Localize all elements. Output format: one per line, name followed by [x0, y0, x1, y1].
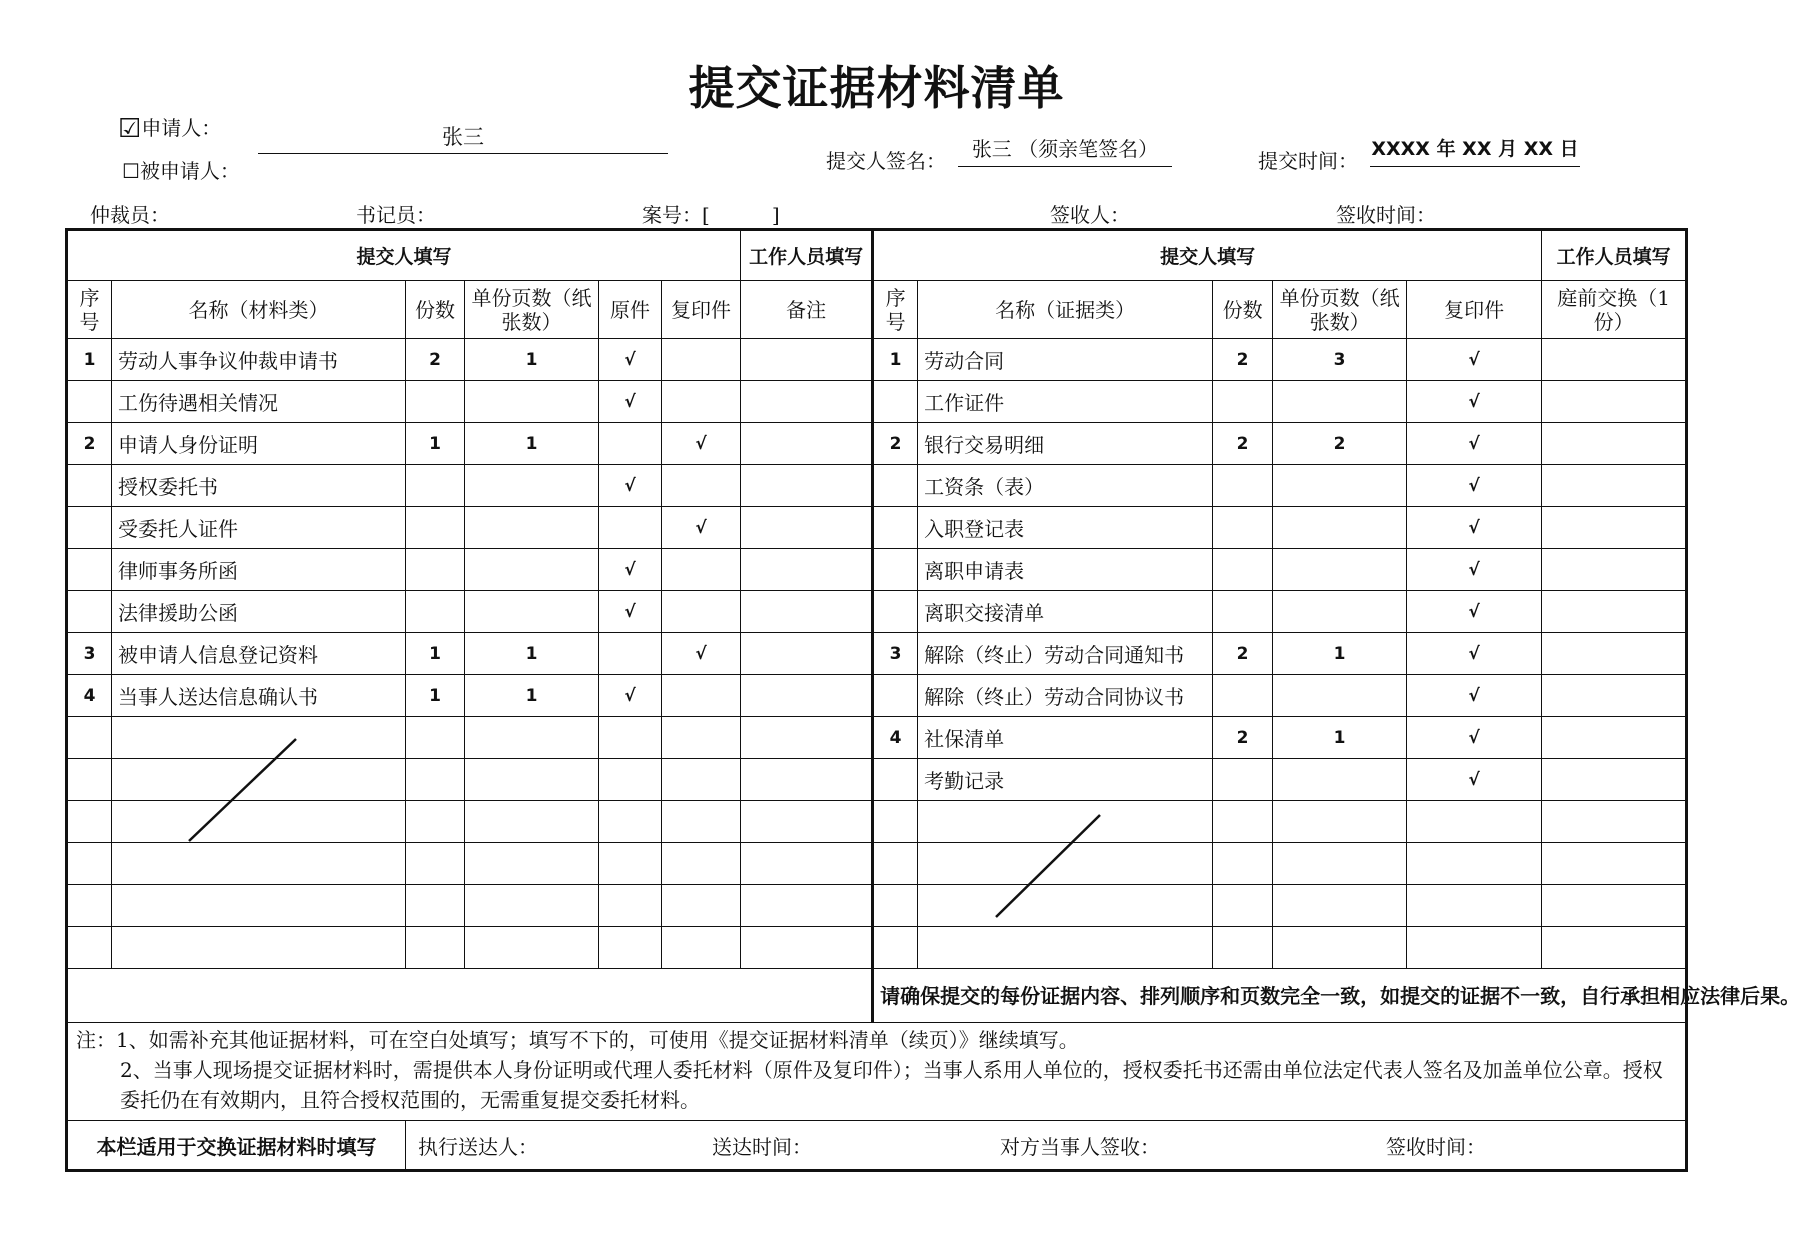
material-name[interactable]: 授权委托书	[112, 465, 406, 507]
material-original-check[interactable]: √	[599, 381, 662, 423]
material-seq	[67, 465, 112, 507]
material-copies[interactable]: 1	[406, 675, 465, 717]
notes-row	[67, 1023, 1687, 1121]
right-submitter-header: 提交人填写	[873, 230, 1542, 281]
material-pages[interactable]	[465, 507, 599, 549]
table-row	[67, 801, 1687, 843]
material-original-check[interactable]: √	[599, 675, 662, 717]
material-remark[interactable]	[741, 381, 873, 423]
evidence-name[interactable]: 社保清单	[918, 717, 1213, 759]
material-copies[interactable]	[406, 381, 465, 423]
material-seq	[67, 927, 112, 969]
party-name-field[interactable]: 张三	[442, 125, 484, 149]
evidence-name[interactable]	[918, 801, 1213, 843]
material-seq: 1	[67, 339, 112, 381]
arbitrator-label: 仲裁员：	[90, 203, 170, 227]
submit-time-underline	[1370, 166, 1580, 167]
material-copies[interactable]	[406, 507, 465, 549]
evidence-pages[interactable]	[1273, 381, 1407, 423]
evidence-name[interactable]: 银行交易明细	[918, 423, 1213, 465]
material-copy-check[interactable]	[662, 759, 741, 801]
table-row	[67, 507, 1687, 549]
warning-text: 请确保提交的每份证据内容、排列顺序和页数完全一致，如提交的证据不一致，自行承担相应法律后果。	[873, 969, 1687, 1023]
evidence-pages[interactable]: 3	[1273, 339, 1407, 381]
table-row	[67, 591, 1687, 633]
material-copy-check[interactable]	[662, 927, 741, 969]
material-name[interactable]: 当事人送达信息确认书	[112, 675, 406, 717]
evidence-copy-check[interactable]	[1407, 927, 1542, 969]
material-copies[interactable]	[406, 465, 465, 507]
evidence-copies[interactable]	[1213, 507, 1273, 549]
material-original-check[interactable]: √	[599, 465, 662, 507]
col-seq-right: 序号	[873, 281, 918, 339]
col-copies: 份数	[406, 281, 465, 339]
material-remark[interactable]	[741, 675, 873, 717]
material-copies[interactable]: 1	[406, 633, 465, 675]
col-copies-right: 份数	[1213, 281, 1273, 339]
material-pages[interactable]: 1	[465, 675, 599, 717]
evidence-seq	[873, 885, 918, 927]
evidence-copies[interactable]	[1213, 381, 1273, 423]
evidence-exchange[interactable]	[1542, 885, 1687, 927]
evidence-exchange[interactable]	[1542, 507, 1687, 549]
evidence-seq	[873, 549, 918, 591]
evidence-copies[interactable]	[1213, 675, 1273, 717]
table-row	[67, 633, 1687, 675]
table-row	[67, 927, 1687, 969]
evidence-copy-check[interactable]	[1407, 885, 1542, 927]
evidence-seq	[873, 465, 918, 507]
evidence-seq	[873, 675, 918, 717]
table-row	[67, 717, 1687, 759]
evidence-copies[interactable]: 2	[1213, 423, 1273, 465]
material-seq	[67, 591, 112, 633]
evidence-pages[interactable]	[1273, 759, 1407, 801]
evidence-exchange[interactable]	[1542, 675, 1687, 717]
evidence-name[interactable]	[918, 843, 1213, 885]
material-seq	[67, 549, 112, 591]
evidence-name[interactable]	[918, 927, 1213, 969]
evidence-exchange[interactable]	[1542, 633, 1687, 675]
material-original-check[interactable]	[599, 423, 662, 465]
evidence-copies[interactable]: 2	[1213, 339, 1273, 381]
material-seq: 2	[67, 423, 112, 465]
material-remark[interactable]	[741, 843, 873, 885]
evidence-seq	[873, 507, 918, 549]
unchecked-checkbox-icon[interactable]: ☐	[122, 159, 140, 183]
evidence-copy-check[interactable]: √	[1407, 423, 1542, 465]
material-copy-check[interactable]: √	[662, 507, 741, 549]
material-copy-check[interactable]	[662, 549, 741, 591]
material-remark[interactable]	[741, 759, 873, 801]
evidence-exchange[interactable]	[1542, 843, 1687, 885]
evidence-pages[interactable]	[1273, 801, 1407, 843]
evidence-copies[interactable]	[1213, 465, 1273, 507]
material-pages[interactable]	[465, 843, 599, 885]
material-pages[interactable]	[465, 801, 599, 843]
material-name[interactable]	[112, 885, 406, 927]
evidence-pages[interactable]: 1	[1273, 717, 1407, 759]
signer-underline	[958, 166, 1172, 167]
col-exchange: 庭前交换（1 份）	[1542, 281, 1687, 339]
material-pages[interactable]	[465, 885, 599, 927]
material-seq	[67, 801, 112, 843]
evidence-seq	[873, 381, 918, 423]
material-seq: 3	[67, 633, 112, 675]
evidence-name[interactable]: 解除（终止）劳动合同协议书	[918, 675, 1213, 717]
material-name[interactable]: 受委托人证件	[112, 507, 406, 549]
evidence-pages[interactable]	[1273, 549, 1407, 591]
material-seq	[67, 381, 112, 423]
applicant-option[interactable]	[118, 112, 221, 142]
material-copies[interactable]: 2	[406, 339, 465, 381]
col-name-right: 名称（证据类）	[918, 281, 1213, 339]
evidence-name[interactable]	[918, 885, 1213, 927]
evidence-exchange[interactable]	[1542, 549, 1687, 591]
evidence-name[interactable]: 劳动合同	[918, 339, 1213, 381]
material-remark[interactable]	[741, 885, 873, 927]
evidence-name[interactable]: 入职登记表	[918, 507, 1213, 549]
material-copy-check[interactable]	[662, 885, 741, 927]
material-name[interactable]: 申请人身份证明	[112, 423, 406, 465]
evidence-list-table	[65, 228, 1800, 1172]
material-seq: 4	[67, 675, 112, 717]
note-1: 注：1、如需补充其他证据材料，可在空白处填写；填写不下的，可使用《提交证据材料清单（续页）》继续填写。	[76, 1028, 1079, 1052]
evidence-copies[interactable]	[1213, 591, 1273, 633]
material-pages[interactable]	[465, 381, 599, 423]
evidence-name[interactable]: 工资条（表）	[918, 465, 1213, 507]
material-original-check[interactable]	[599, 927, 662, 969]
evidence-seq	[873, 591, 918, 633]
material-copies[interactable]	[406, 885, 465, 927]
evidence-copy-check[interactable]: √	[1407, 549, 1542, 591]
col-copy-right: 复印件	[1407, 281, 1542, 339]
evidence-copy-check[interactable]: √	[1407, 633, 1542, 675]
material-seq	[67, 843, 112, 885]
exchange-footer-row	[67, 1121, 1687, 1171]
material-copy-check[interactable]	[662, 381, 741, 423]
evidence-pages[interactable]	[1273, 843, 1407, 885]
material-pages[interactable]: 1	[465, 423, 599, 465]
warning-row	[67, 969, 1687, 1023]
evidence-copy-check[interactable]: √	[1407, 759, 1542, 801]
col-original: 原件	[599, 281, 662, 339]
table-row	[67, 885, 1687, 927]
evidence-exchange[interactable]	[1542, 465, 1687, 507]
page-title: 提交证据材料清单	[688, 61, 1065, 115]
evidence-pages[interactable]	[1273, 591, 1407, 633]
table-row	[67, 381, 1687, 423]
counterparty-label: 对方当事人签收：	[1000, 1134, 1160, 1159]
case-number-field[interactable]	[642, 199, 780, 228]
section-header-row	[67, 230, 1687, 281]
evidence-copies[interactable]	[1213, 549, 1273, 591]
material-original-check[interactable]	[599, 843, 662, 885]
executor-label: 执行送达人：	[418, 1134, 538, 1159]
evidence-copies[interactable]: 2	[1213, 717, 1273, 759]
material-original-check[interactable]: √	[599, 339, 662, 381]
evidence-copies[interactable]	[1213, 927, 1273, 969]
evidence-copies[interactable]	[1213, 843, 1273, 885]
signer-label: 提交人签名：	[826, 149, 946, 173]
material-remark[interactable]	[741, 717, 873, 759]
material-pages[interactable]	[465, 465, 599, 507]
col-remark: 备注	[741, 281, 873, 339]
submit-time-field[interactable]: XXXX 年 XX 月 XX 日	[1371, 138, 1579, 160]
col-pages-right: 单份页数（纸张数）	[1273, 281, 1407, 339]
delivery-time-label: 送达时间：	[712, 1134, 812, 1159]
col-copy: 复印件	[662, 281, 741, 339]
right-staff-header: 工作人员填写	[1542, 230, 1687, 281]
material-copies[interactable]	[406, 843, 465, 885]
material-copy-check[interactable]: √	[662, 633, 741, 675]
material-remark[interactable]	[741, 549, 873, 591]
evidence-seq	[873, 759, 918, 801]
evidence-exchange[interactable]	[1542, 591, 1687, 633]
evidence-copies[interactable]	[1213, 759, 1273, 801]
evidence-exchange[interactable]	[1542, 927, 1687, 969]
material-name[interactable]: 法律援助公函	[112, 591, 406, 633]
evidence-copy-check[interactable]: √	[1407, 717, 1542, 759]
material-copy-check[interactable]: √	[662, 423, 741, 465]
material-name[interactable]	[112, 927, 406, 969]
material-pages[interactable]	[465, 759, 599, 801]
material-remark[interactable]	[741, 465, 873, 507]
material-pages[interactable]	[465, 591, 599, 633]
evidence-seq: 3	[873, 633, 918, 675]
material-copies[interactable]	[406, 927, 465, 969]
material-seq	[67, 717, 112, 759]
evidence-exchange[interactable]	[1542, 717, 1687, 759]
evidence-exchange[interactable]	[1542, 801, 1687, 843]
material-remark[interactable]	[741, 633, 873, 675]
evidence-copy-check[interactable]: √	[1407, 591, 1542, 633]
left-staff-header: 工作人员填写	[741, 230, 873, 281]
material-seq	[67, 759, 112, 801]
case-number-bracket: ]	[771, 203, 780, 227]
evidence-copy-check[interactable]: √	[1407, 507, 1542, 549]
material-seq	[67, 507, 112, 549]
receiver-label: 签收人：	[1050, 203, 1130, 227]
evidence-pages[interactable]	[1273, 507, 1407, 549]
notes-cell	[67, 1023, 1687, 1121]
col-pages: 单份页数（纸张数）	[465, 281, 599, 339]
material-name[interactable]: 被申请人信息登记资料	[112, 633, 406, 675]
material-original-check[interactable]	[599, 759, 662, 801]
evidence-exchange[interactable]	[1542, 339, 1687, 381]
table-row	[67, 339, 1687, 381]
receive-time-footer-label: 签收时间：	[1386, 1134, 1486, 1159]
material-original-check[interactable]	[599, 507, 662, 549]
note-2: 2、当事人现场提交证据材料时，需提供本人身份证明或代理人委托材料（原件及复印件）；当事人系用人单位的，授权委托书还需由单位法定代表人签名及加盖单位公章。授权委托仍在有效期内，且符合授权范围的，无需重复提交委托材料。	[120, 1058, 1663, 1112]
table-row	[67, 423, 1687, 465]
evidence-name[interactable]: 离职交接清单	[918, 591, 1213, 633]
material-name[interactable]: 工伤待遇相关情况	[112, 381, 406, 423]
material-name[interactable]: 劳动人事争议仲裁申请书	[112, 339, 406, 381]
evidence-copies[interactable]	[1213, 801, 1273, 843]
material-pages[interactable]: 1	[465, 339, 599, 381]
material-name[interactable]	[112, 801, 406, 843]
material-copies[interactable]	[406, 759, 465, 801]
evidence-copies[interactable]: 2	[1213, 633, 1273, 675]
material-copies[interactable]: 1	[406, 423, 465, 465]
material-remark[interactable]	[741, 423, 873, 465]
evidence-pages[interactable]: 1	[1273, 633, 1407, 675]
evidence-exchange[interactable]	[1542, 759, 1687, 801]
material-copy-check[interactable]	[662, 591, 741, 633]
evidence-exchange[interactable]	[1542, 423, 1687, 465]
material-copies[interactable]	[406, 801, 465, 843]
col-seq: 序号	[67, 281, 112, 339]
evidence-copy-check[interactable]: √	[1407, 339, 1542, 381]
evidence-copy-check[interactable]	[1407, 801, 1542, 843]
evidence-name[interactable]: 离职申请表	[918, 549, 1213, 591]
signer-field[interactable]: 张三 （须亲笔签名）	[971, 137, 1159, 161]
material-remark[interactable]	[741, 339, 873, 381]
material-remark[interactable]	[741, 927, 873, 969]
evidence-name[interactable]: 工作证件	[918, 381, 1213, 423]
material-pages[interactable]: 1	[465, 633, 599, 675]
material-copies[interactable]	[406, 549, 465, 591]
material-remark[interactable]	[741, 801, 873, 843]
column-header-row	[67, 281, 1687, 339]
evidence-seq: 2	[873, 423, 918, 465]
evidence-copies[interactable]	[1213, 885, 1273, 927]
evidence-name[interactable]: 考勤记录	[918, 759, 1213, 801]
material-copy-check[interactable]	[662, 843, 741, 885]
table-row	[67, 549, 1687, 591]
warning-blank-cell	[67, 969, 873, 1023]
applicant-label: 申请人：	[141, 116, 222, 140]
left-submitter-header: 提交人填写	[67, 230, 741, 281]
respondent-option[interactable]	[122, 155, 240, 184]
material-pages[interactable]	[465, 927, 599, 969]
table-row	[67, 465, 1687, 507]
material-remark[interactable]	[741, 591, 873, 633]
case-number-label: 案号：[	[642, 203, 710, 227]
table-row	[67, 759, 1687, 801]
evidence-pages[interactable]: 2	[1273, 423, 1407, 465]
evidence-pages[interactable]	[1273, 675, 1407, 717]
material-original-check[interactable]	[599, 633, 662, 675]
material-original-check[interactable]: √	[599, 549, 662, 591]
submit-time-label: 提交时间：	[1258, 149, 1358, 173]
table-row	[67, 675, 1687, 717]
respondent-label: 被申请人：	[139, 159, 240, 183]
evidence-copy-check[interactable]: √	[1407, 675, 1542, 717]
material-copy-check[interactable]	[662, 675, 741, 717]
material-copy-check[interactable]	[662, 801, 741, 843]
evidence-name[interactable]: 解除（终止）劳动合同通知书	[918, 633, 1213, 675]
evidence-pages[interactable]	[1273, 465, 1407, 507]
material-original-check[interactable]	[599, 801, 662, 843]
party-name-underline	[258, 153, 668, 154]
table-row	[67, 843, 1687, 885]
material-copies[interactable]	[406, 591, 465, 633]
material-copy-check[interactable]	[662, 465, 741, 507]
evidence-pages[interactable]	[1273, 927, 1407, 969]
material-copy-check[interactable]	[662, 339, 741, 381]
material-copies[interactable]	[406, 717, 465, 759]
evidence-pages[interactable]	[1273, 885, 1407, 927]
evidence-seq: 4	[873, 717, 918, 759]
evidence-copy-check[interactable]	[1407, 843, 1542, 885]
material-seq	[67, 885, 112, 927]
material-original-check[interactable]	[599, 717, 662, 759]
evidence-seq	[873, 927, 918, 969]
evidence-exchange[interactable]	[1542, 381, 1687, 423]
clerk-label: 书记员：	[356, 203, 436, 227]
material-pages[interactable]	[465, 717, 599, 759]
material-name[interactable]: 律师事务所函	[112, 549, 406, 591]
evidence-seq: 1	[873, 339, 918, 381]
exchange-footer-fields[interactable]	[406, 1121, 1687, 1171]
exchange-footer-label: 本栏适用于交换证据材料时填写	[67, 1121, 406, 1171]
material-copy-check[interactable]	[662, 717, 741, 759]
material-pages[interactable]	[465, 549, 599, 591]
evidence-copy-check[interactable]: √	[1407, 465, 1542, 507]
material-remark[interactable]	[741, 507, 873, 549]
evidence-seq	[873, 801, 918, 843]
material-original-check[interactable]: √	[599, 591, 662, 633]
material-name[interactable]	[112, 759, 406, 801]
evidence-copy-check[interactable]: √	[1407, 381, 1542, 423]
col-name: 名称（材料类）	[112, 281, 406, 339]
evidence-seq	[873, 843, 918, 885]
checked-checkbox-icon[interactable]: ☑	[118, 114, 142, 144]
material-name[interactable]	[112, 717, 406, 759]
receive-time-label: 签收时间：	[1336, 203, 1436, 227]
material-original-check[interactable]	[599, 885, 662, 927]
material-name[interactable]	[112, 843, 406, 885]
